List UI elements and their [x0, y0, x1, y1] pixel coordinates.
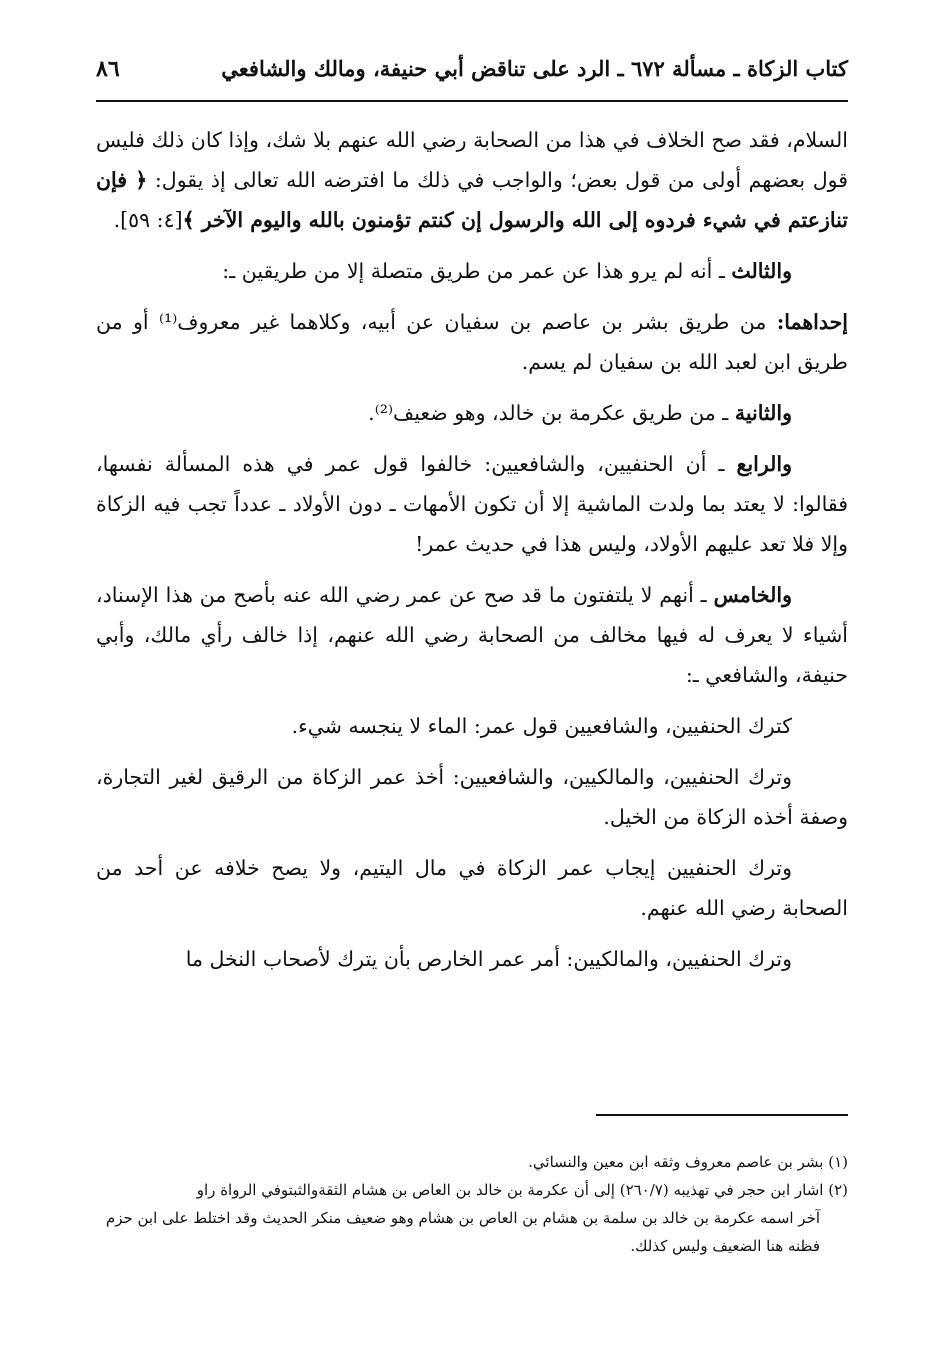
paragraph-text: السلام، فقد صح الخلاف في هذا من الصحابة رضي الله عنهم بلا شك، وإذا كان ذلك فليس قول بعضهم أولى من قول بعض؛ والواجب في ذلك ما افترضه الله تعالى إذ يقول: [96, 128, 848, 192]
paragraph-lead: والثالث [731, 259, 792, 283]
verse-reference: [٤: ٥٩]. [113, 208, 183, 232]
paragraph-third [96, 251, 848, 291]
paragraph-example-4 [96, 939, 848, 979]
paragraph-lead: إحداهما: [776, 310, 848, 334]
quran-verse: ﴿ فإن تنازعتم في شيء فردوه إلى الله والرسول إن كنتم تؤمنون بالله واليوم الآخر ﴾ [96, 168, 848, 232]
footnote-2-continued: فظنه هنا الضعيف وليس كذلك. [630, 1237, 820, 1255]
paragraph-first-route [96, 302, 848, 382]
paragraph-text: وترك الحنفيين، والمالكيين، والشافعيين: أخذ عمر الزكاة من الرقيق لغير التجارة، وصفة أخذه الزكاة من الخيل. [96, 765, 848, 829]
paragraph-fourth [96, 444, 848, 564]
paragraph-example-2 [96, 757, 848, 837]
paragraph-1 [96, 120, 848, 240]
header-divider [96, 100, 848, 102]
footnote-2: (٢) اشار ابن حجر في تهذيبه (٢٦٠/٧) إلى أن عكرمة بن خالد بن العاص بن هشام الثقةوالثبتوفي الرواة راو [196, 1181, 848, 1199]
footnotes [96, 1148, 848, 1260]
paragraph-example-1 [96, 706, 848, 746]
paragraph-lead: والثانية [734, 401, 792, 425]
paragraph-text: ـ أنهم لا يلتفتون ما قد صح عن عمر رضي الله عنه بأصح من هذا الإسناد، أشياء لا يعرف له فيها مخالف من الصحابة رضي الله عنهم، إذا خالف رأي مالك، وأبي حنيفة، والشافعي ـ: [96, 583, 848, 687]
paragraph-text: ـ أن الحنفيين، والشافعيين: خالفوا قول عمر في هذه المسألة نفسها، فقالوا: لا يعتد بما ولدت الماشية إلا أن تكون الأمهات ـ دون الأولاد ـ عدداً تجب فيه الزكاة وإلا فلا تعد عليهم الأولاد، وليس هذا في حديث عمر! [96, 452, 848, 556]
paragraph-text: ـ أنه لم يرو هذا عن عمر من طريق متصلة إلا من طريقين ـ: [222, 259, 732, 283]
paragraph-fifth [96, 575, 848, 695]
running-header [96, 56, 848, 96]
page-number: ٨٦ [96, 56, 120, 82]
paragraph-text: ـ من طريق عكرمة بن خالد، وهو ضعيف⁽²⁾. [368, 401, 735, 425]
paragraph-second-route [96, 393, 848, 433]
footnote-1: (١) بشر بن عاصم معروف وثقه ابن معين والنسائي. [528, 1153, 848, 1171]
paragraph-text: من طريق بشر بن عاصم بن سفيان عن أبيه، وكلاهما غير معروف⁽¹⁾ أو من طريق ابن لعبد الله بن سفيان لم يسم. [96, 310, 848, 374]
paragraph-text: وترك الحنفيين إيجاب عمر الزكاة في مال اليتيم، ولا يصح خلافه عن أحد من الصحابة رضي الله عنهم. [96, 856, 848, 920]
paragraph-example-3 [96, 848, 848, 928]
footnote-divider [596, 1114, 848, 1116]
paragraph-text: وترك الحنفيين، والمالكيين: أمر عمر الخارص بأن يترك لأصحاب النخل ما [185, 947, 792, 971]
paragraph-lead: والرابع [736, 452, 792, 476]
chapter-title: كتاب الزكاة ـ مسألة ٦٧٢ ـ الرد على تناقض أبي حنيفة، ومالك والشافعي [221, 56, 848, 81]
paragraph-lead: والخامس [713, 583, 792, 607]
paragraph-text: كترك الحنفيين، والشافعيين قول عمر: الماء لا ينجسه شيء. [291, 714, 792, 738]
footnote-2-continued: آخر اسمه عكرمة بن خالد بن سلمة بن هشام بن العاص بن هشام وهو ضعيف منكر الحديث وقد اختلط على ابن حزم [105, 1209, 820, 1227]
main-text [96, 120, 848, 990]
